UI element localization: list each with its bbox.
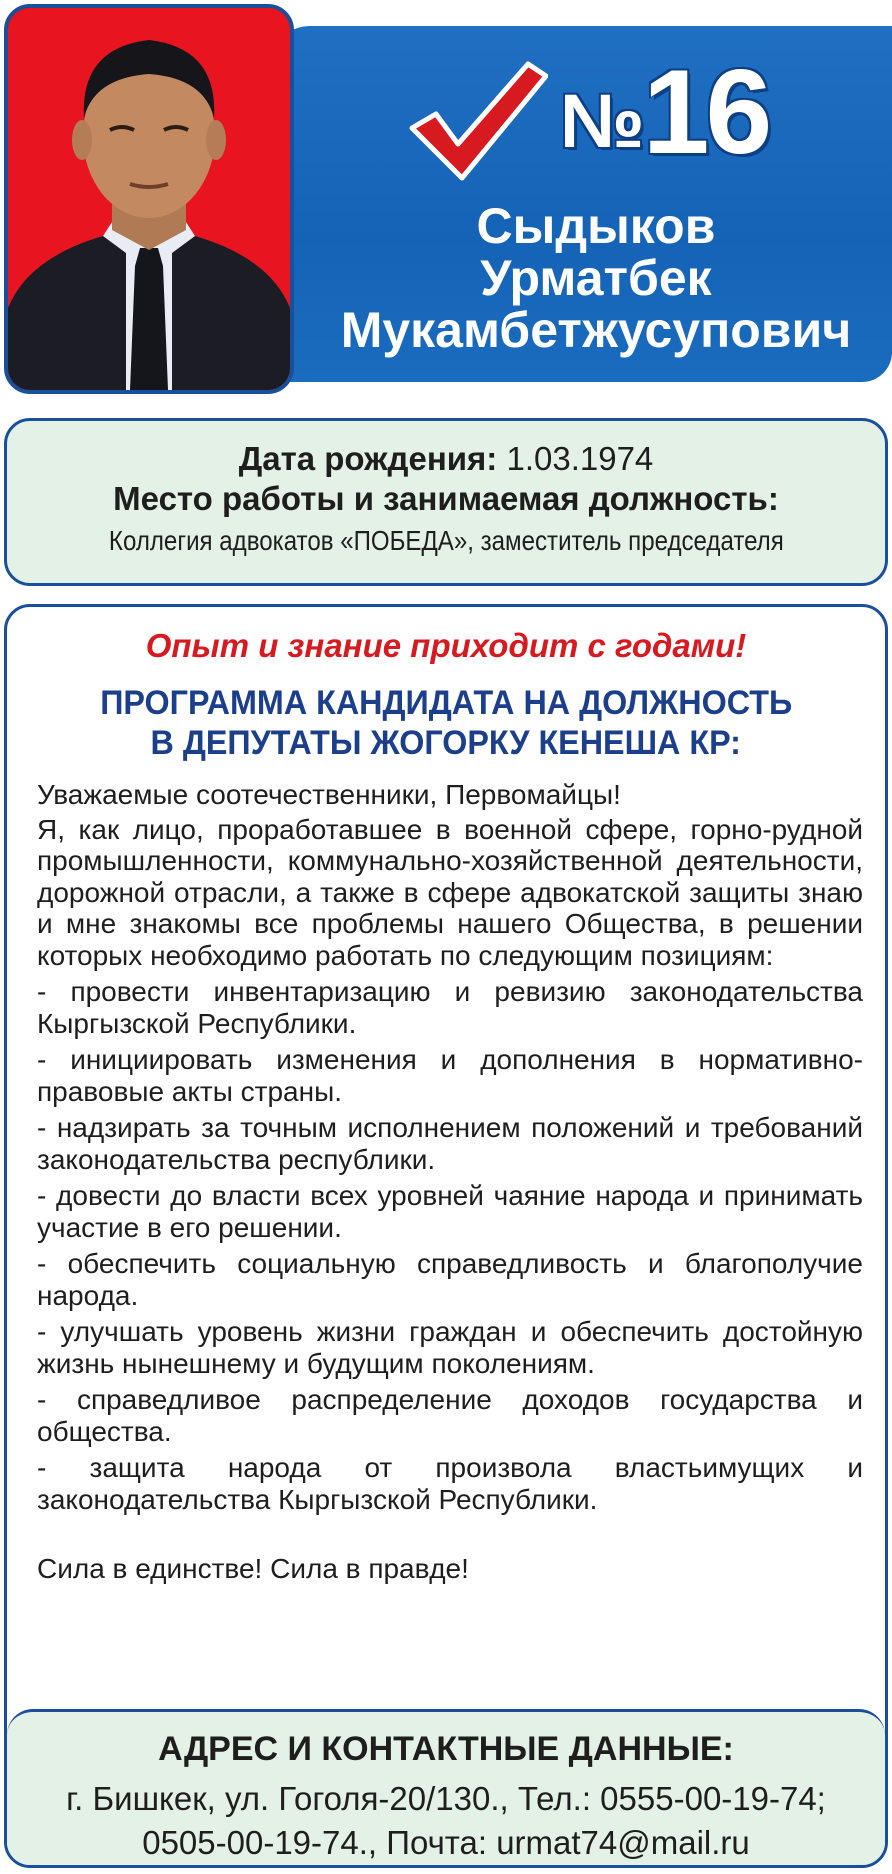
candidate-first-name: Урматбек	[480, 250, 712, 306]
program-point: - защита народа от произвола властьимущих и законодательства Кыргызской Республики.	[37, 1452, 863, 1515]
program-point: - надзирать за точным исполнением положений и требований законодательства республики.	[37, 1112, 863, 1175]
checkmark-icon	[408, 58, 548, 182]
program-panel	[4, 604, 888, 1868]
work-label: Место работы и занимаемая должность:	[113, 480, 779, 517]
slogan: Опыт и знание приходит с годами!	[145, 627, 747, 664]
portrait-illustration	[8, 8, 290, 390]
contacts-title: АДРЕС И КОНТАКТНЫЕ ДАННЫЕ:	[158, 1730, 734, 1768]
birth-value: 1.03.1974	[506, 440, 654, 477]
program-title-line-1: ПРОГРАММА КАНДИДАТА НА ДОЛЖНОСТЬ	[100, 684, 792, 722]
program-point: - обеспечить социальную справедливость и благополучие народа.	[37, 1248, 863, 1311]
birth-date-line	[7, 441, 885, 477]
program-point: - инициировать изменения и дополнения в нормативно-правовые акты страны.	[37, 1044, 863, 1107]
closing-line: Сила в единстве! Сила в правде!	[37, 1553, 469, 1584]
greeting: Уважаемые соотечественники, Первомайцы!	[37, 779, 621, 810]
contacts-phone-email: 0505-00-19-74., Почта: urmat74@mail.ru	[142, 1824, 750, 1861]
work-line	[7, 525, 885, 557]
program-body	[37, 779, 863, 1585]
contacts-panel	[7, 1709, 885, 1868]
candidate-name	[300, 200, 892, 356]
info-panel	[4, 418, 888, 586]
program-title-line-2: В ДЕПУТАТЫ ЖОГОРКУ КЕНЕША КР:	[150, 724, 742, 762]
candidate-photo	[4, 4, 294, 394]
intro-paragraph: Я, как лицо, проработавшее в военной сфере, горно-рудной промышленности, коммунально-хозяйственной деятельности, дорожной отрасли, а также в сфере адвокатской защиты знаю и мне знакомы все проблемы нашего Общества, в решении которых необходимо работать по следующим позициям:	[37, 813, 863, 971]
candidate-surname: Сыдыков	[476, 198, 716, 254]
candidate-patronymic: Мукамбетжусупович	[340, 302, 852, 358]
contacts-address: г. Бишкек, ул. Гоголя-20/130., Тел.: 0555-00-19-74;	[66, 1780, 826, 1817]
number-prefix: №	[560, 79, 643, 164]
program-point: - довести до власти всех уровней чаяние народа и принимать участие в его решении.	[37, 1180, 863, 1243]
work-value: Коллегия адвокатов «ПОБЕДА», заместитель председателя	[108, 525, 784, 556]
program-point: - провести инвентаризацию и ревизию законодательства Кыргызской Республики.	[37, 976, 863, 1039]
birth-label: Дата рождения:	[238, 440, 498, 477]
candidate-number	[560, 45, 769, 179]
program-title	[7, 683, 885, 763]
number-value: 16	[642, 45, 769, 179]
program-point: - улучшать уровень жизни граждан и обеспечить достойную жизнь нынешнему и будущим поколениям.	[37, 1316, 863, 1379]
program-point: - справедливое распределение доходов государства и общества.	[37, 1384, 863, 1447]
